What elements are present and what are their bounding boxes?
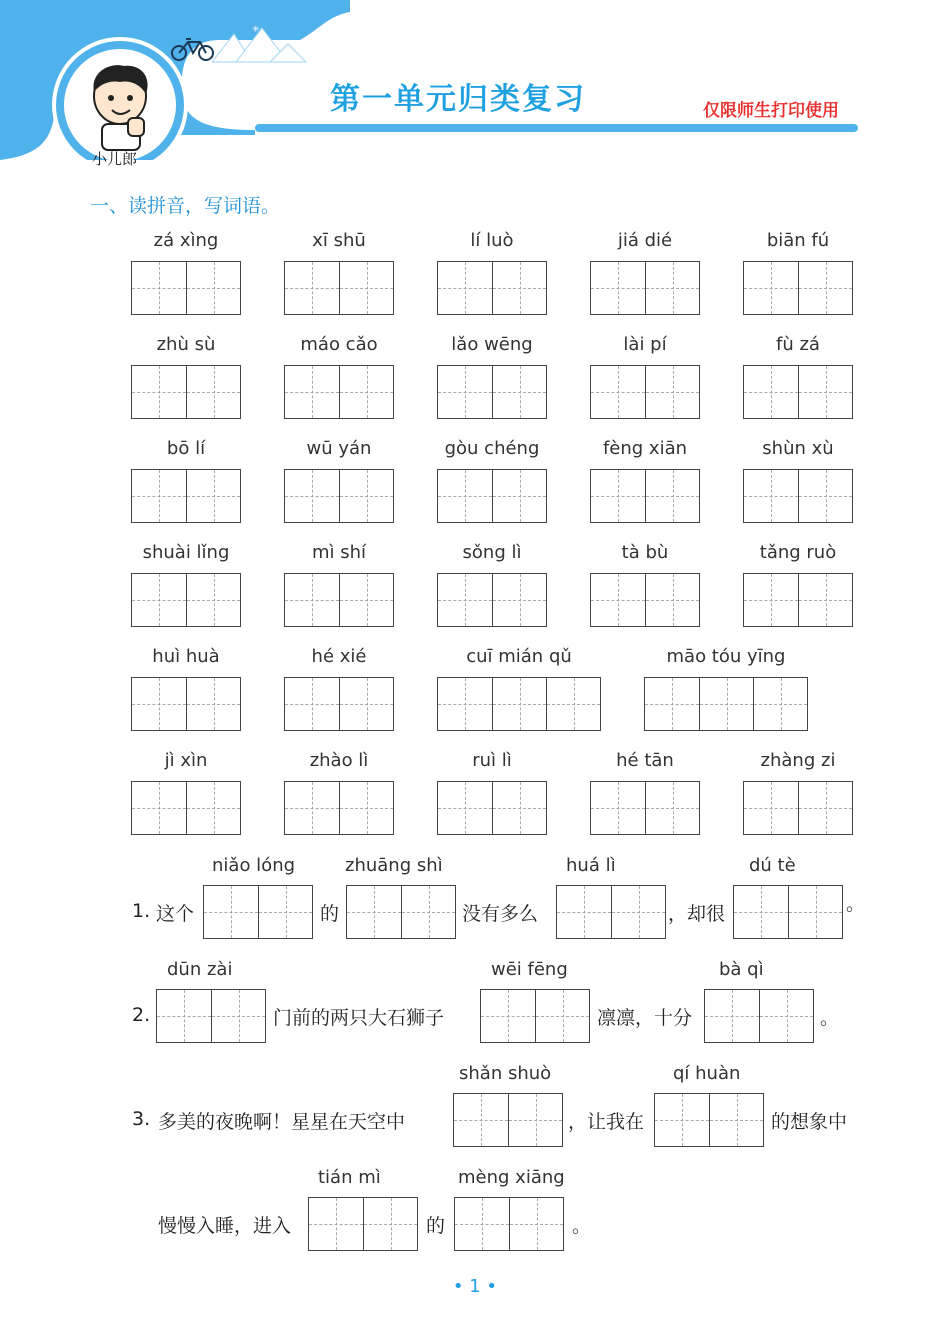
writing-cell[interactable]: [492, 262, 546, 314]
word-writing-box[interactable]: [743, 469, 853, 523]
sentence-1-pinyin-2: zhuāng shì: [345, 855, 443, 876]
brand-label: 小儿郎: [92, 150, 138, 168]
writing-cell[interactable]: [645, 678, 699, 730]
sentence-1-text-a: 这个: [156, 903, 195, 925]
word-writing-box[interactable]: [590, 469, 700, 523]
writing-cell[interactable]: [546, 678, 600, 730]
sentence-1-pinyin-4: dú tè: [749, 855, 796, 876]
word-pinyin: zhào lì: [309, 750, 369, 771]
word-pinyin: gòu chéng: [444, 438, 540, 459]
word-pinyin: jì xìn: [164, 750, 208, 771]
mountains-icon: [212, 24, 308, 64]
writing-cell[interactable]: [744, 470, 798, 522]
writing-cell[interactable]: [285, 782, 339, 834]
writing-cell[interactable]: [132, 782, 186, 834]
writing-cell[interactable]: [186, 678, 240, 730]
writing-cell[interactable]: [645, 262, 699, 314]
writing-cell[interactable]: [798, 262, 852, 314]
word-writing-box[interactable]: [590, 573, 700, 627]
word-writing-box[interactable]: [437, 781, 547, 835]
writing-cell[interactable]: [591, 574, 645, 626]
word-writing-box[interactable]: [743, 781, 853, 835]
word-writing-box[interactable]: [131, 365, 241, 419]
word-writing-box[interactable]: [131, 469, 241, 523]
writing-cell[interactable]: [591, 782, 645, 834]
writing-cell[interactable]: [492, 366, 546, 418]
word-writing-box[interactable]: [743, 573, 853, 627]
writing-cell[interactable]: [339, 366, 393, 418]
writing-cell[interactable]: [438, 470, 492, 522]
word-writing-box[interactable]: [590, 781, 700, 835]
writing-cell[interactable]: [339, 470, 393, 522]
sentence-2-pinyin-3: bà qì: [719, 959, 764, 980]
word-writing-box[interactable]: [284, 677, 394, 731]
word-pinyin: jiá dié: [617, 230, 673, 251]
word-pinyin: mì shí: [311, 542, 367, 563]
writing-cell[interactable]: [744, 782, 798, 834]
sentence-2-pinyin-1: dūn zài: [167, 959, 233, 980]
sentence-1-pinyin-1: niǎo lóng: [212, 855, 296, 876]
word-pinyin: zhù sù: [156, 334, 216, 355]
sentence-1-box-4[interactable]: [733, 885, 843, 939]
sentence-3-box-3[interactable]: [308, 1197, 418, 1251]
word-pinyin: lí luò: [470, 230, 514, 251]
writing-cell[interactable]: [132, 574, 186, 626]
writing-cell[interactable]: [438, 678, 492, 730]
sentence-3-pinyin-2: qí huàn: [673, 1063, 741, 1084]
writing-cell[interactable]: [798, 366, 852, 418]
sentence-2-box-3[interactable]: [704, 989, 814, 1043]
word-pinyin: fèng xiān: [602, 438, 688, 459]
page-title: 第一单元归类复习: [330, 82, 586, 117]
sentence-3-pinyin-4: mèng xiāng: [458, 1167, 565, 1188]
word-writing-box[interactable]: [437, 677, 601, 731]
word-writing-box[interactable]: [131, 781, 241, 835]
word-writing-box[interactable]: [437, 365, 547, 419]
writing-cell[interactable]: [339, 782, 393, 834]
writing-cell[interactable]: [186, 366, 240, 418]
page-number: • 1 •: [452, 1276, 498, 1297]
print-notice: 仅限师生打印使用: [703, 101, 839, 121]
word-writing-box[interactable]: [284, 781, 394, 835]
word-writing-box[interactable]: [743, 261, 853, 315]
sentence-2-text-b: 凛凛，十分: [597, 1007, 693, 1029]
writing-cell[interactable]: [132, 470, 186, 522]
header-rule: [255, 124, 858, 132]
bicycle-icon: [170, 36, 216, 62]
word-writing-box[interactable]: [437, 573, 547, 627]
writing-cell[interactable]: [186, 574, 240, 626]
word-pinyin: fù zá: [776, 334, 820, 355]
word-pinyin: ruì lì: [472, 750, 512, 771]
word-pinyin: lài pí: [623, 334, 667, 355]
writing-cell[interactable]: [132, 678, 186, 730]
sentence-1-text-e: 。: [846, 893, 866, 915]
writing-cell[interactable]: [339, 678, 393, 730]
word-writing-box[interactable]: [131, 677, 241, 731]
boy-mascot-icon: [80, 62, 160, 152]
writing-cell[interactable]: [591, 366, 645, 418]
sentence-3-text-d: 慢慢入睡，进入: [158, 1215, 292, 1237]
svg-text:✳: ✳: [252, 25, 260, 35]
writing-cell[interactable]: [744, 262, 798, 314]
word-writing-box[interactable]: [284, 469, 394, 523]
sentence-2-box-1[interactable]: [156, 989, 266, 1043]
sentence-3-pinyin-1: shǎn shuò: [459, 1063, 552, 1084]
writing-cell[interactable]: [645, 366, 699, 418]
writing-cell[interactable]: [744, 574, 798, 626]
word-pinyin: máo cǎo: [300, 334, 378, 355]
word-pinyin: zá xìng: [153, 230, 219, 251]
writing-cell[interactable]: [492, 574, 546, 626]
sentence-1-box-1[interactable]: [203, 885, 313, 939]
sentence-1-box-2[interactable]: [346, 885, 456, 939]
word-pinyin: tà bù: [621, 542, 669, 563]
sentence-3-pinyin-3: tián mì: [318, 1167, 381, 1188]
word-pinyin: xī shū: [312, 230, 366, 251]
sentence-2-text-a: 门前的两只大石狮子: [273, 1007, 445, 1029]
sentence-1-text-b: 的: [320, 903, 340, 925]
word-writing-box[interactable]: [590, 261, 700, 315]
word-pinyin: shuài lǐng: [142, 542, 230, 563]
word-pinyin: biān fú: [766, 230, 830, 251]
writing-cell[interactable]: [285, 678, 339, 730]
word-writing-box[interactable]: [284, 365, 394, 419]
sentence-1-text-d: ，却很: [668, 903, 726, 925]
writing-cell[interactable]: [591, 470, 645, 522]
sentence-3-box-1[interactable]: [453, 1093, 563, 1147]
sentence-3-text-f: 。: [572, 1215, 592, 1237]
sentence-3-text-c: 的想象中: [771, 1111, 848, 1133]
word-pinyin: zhàng zi: [760, 750, 836, 771]
word-pinyin: sǒng lì: [462, 542, 522, 563]
section-heading: 一、读拼音，写词语。: [90, 195, 281, 217]
writing-cell[interactable]: [339, 262, 393, 314]
writing-cell[interactable]: [285, 470, 339, 522]
sentence-3-box-4[interactable]: [454, 1197, 564, 1251]
word-pinyin: māo tóu yīng: [666, 646, 786, 667]
sentence-1-pinyin-3: huá lì: [566, 855, 616, 876]
writing-cell[interactable]: [438, 262, 492, 314]
word-pinyin: bō lí: [166, 438, 206, 459]
sentence-3-text-e: 的: [426, 1215, 446, 1237]
sentence-1-text-c: 没有多么: [462, 903, 539, 925]
word-writing-box[interactable]: [131, 261, 241, 315]
writing-cell[interactable]: [186, 782, 240, 834]
sentence-3-number: 3.: [132, 1108, 151, 1130]
writing-cell[interactable]: [186, 262, 240, 314]
word-pinyin: huì huà: [152, 646, 220, 667]
word-writing-box[interactable]: [131, 573, 241, 627]
writing-cell[interactable]: [285, 262, 339, 314]
word-writing-box[interactable]: [743, 365, 853, 419]
word-writing-box[interactable]: [437, 469, 547, 523]
writing-cell[interactable]: [492, 470, 546, 522]
writing-cell[interactable]: [744, 366, 798, 418]
word-pinyin: wū yán: [306, 438, 372, 459]
writing-cell[interactable]: [285, 574, 339, 626]
word-writing-box[interactable]: [644, 677, 808, 731]
writing-cell[interactable]: [753, 678, 807, 730]
writing-cell[interactable]: [492, 678, 546, 730]
word-writing-box[interactable]: [284, 573, 394, 627]
word-pinyin: cuī mián qǔ: [466, 646, 572, 667]
writing-cell[interactable]: [492, 782, 546, 834]
word-pinyin: tǎng ruò: [759, 542, 837, 563]
writing-cell[interactable]: [699, 678, 753, 730]
sentence-3-text-a: 多美的夜晚啊！星星在天空中: [158, 1111, 406, 1133]
writing-cell[interactable]: [798, 470, 852, 522]
writing-cell[interactable]: [132, 366, 186, 418]
word-pinyin: hé tān: [616, 750, 674, 771]
writing-cell[interactable]: [645, 470, 699, 522]
writing-cell[interactable]: [798, 782, 852, 834]
word-pinyin: hé xié: [311, 646, 367, 667]
word-writing-box[interactable]: [284, 261, 394, 315]
writing-cell[interactable]: [645, 782, 699, 834]
writing-cell[interactable]: [339, 574, 393, 626]
word-writing-box[interactable]: [437, 261, 547, 315]
word-pinyin: lǎo wēng: [451, 334, 533, 355]
sentence-1-number: 1.: [132, 900, 151, 922]
writing-cell[interactable]: [645, 574, 699, 626]
writing-cell[interactable]: [438, 366, 492, 418]
word-pinyin: shùn xù: [762, 438, 834, 459]
sentence-2-number: 2.: [132, 1004, 151, 1026]
sentence-3-box-2[interactable]: [654, 1093, 764, 1147]
writing-cell[interactable]: [438, 574, 492, 626]
writing-cell[interactable]: [798, 574, 852, 626]
writing-cell[interactable]: [132, 262, 186, 314]
sentence-3-text-b: ，让我在: [568, 1111, 645, 1133]
writing-cell[interactable]: [186, 470, 240, 522]
writing-cell[interactable]: [438, 782, 492, 834]
sentence-2-box-2[interactable]: [480, 989, 590, 1043]
sentence-2-pinyin-2: wēi fēng: [491, 959, 568, 980]
writing-cell[interactable]: [591, 262, 645, 314]
writing-cell[interactable]: [285, 366, 339, 418]
sentence-2-text-c: 。: [820, 1007, 840, 1029]
word-writing-box[interactable]: [590, 365, 700, 419]
sentence-1-box-3[interactable]: [556, 885, 666, 939]
